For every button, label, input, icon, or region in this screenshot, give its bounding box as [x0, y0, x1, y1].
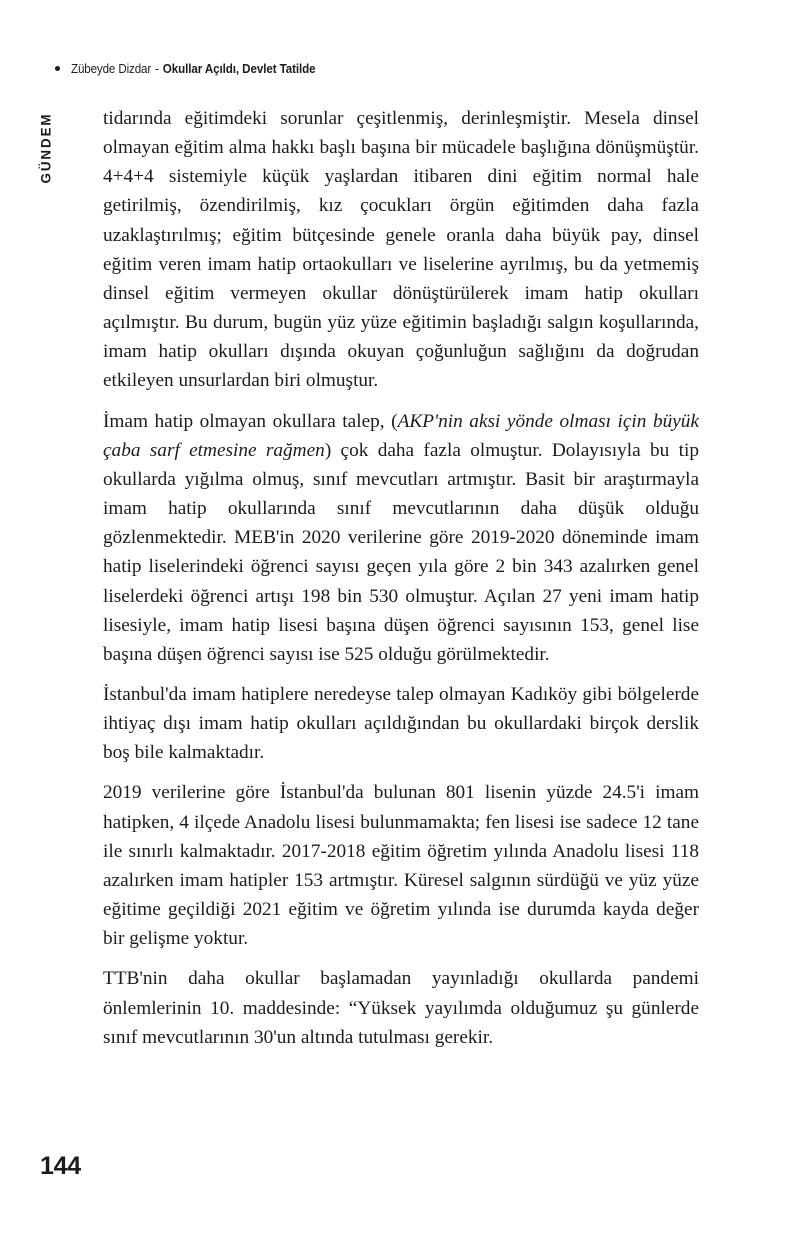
body-paragraph [103, 680, 699, 767]
body-text-column [103, 104, 699, 1052]
header-separator: - [155, 61, 159, 76]
body-paragraph [103, 104, 699, 396]
running-header-text [71, 61, 316, 76]
text-run: 2019 verilerine göre İstanbul'da bulunan 801 lisenin yüzde 24.5'i imam hatipken, 4 ilçede Anadolu lisesi bulunmamakta; fen lisesi ise sadece 12 tane ile sınırlı kalmaktadır. 2017-2018 eğitim öğretim yılında Anadolu lisesi 118 azalırken imam hatipler 153 artmıştır. Küresel salgının sürdüğü ve yüz yüze eğitime geçildiği 2021 eğitim ve öğretim yılında ise durumda kayda değer bir gelişme yoktur. [103, 782, 699, 950]
text-run: İstanbul'da imam hatiplere neredeyse talep olmayan Kadıköy gibi bölgelerde ihtiyaç dışı imam hatip okulları açıldığından bu okullardaki birçok derslik boş bile kalmaktadır. [103, 683, 699, 764]
bullet-dot-icon [55, 66, 60, 71]
text-run: İmam hatip olmayan okullara talep, ( [103, 410, 398, 432]
text-run: ) çok daha fazla olmuştur. Dolayısıyla bu tip okullarda yığılma olmuş, sınıf mevcutları artmıştır. Basit bir araştırmayla imam hatip okullarında sınıf mevcutlarının daha düşük olduğu gözlenmektedir. MEB'in 2020 verilerine göre 2019-2020 döneminde imam hatip liselerindeki öğrenci sayısı geçen yıla göre 2 bin 343 azalırken genel liselerdeki öğrenci artışı 198 bin 530 olmuştur. Açılan 27 yeni imam hatip lisesiyle, imam hatip lisesi başına düşen öğrenci sayısının 153, genel lise başına düşen öğrenci sayısı ise 525 olduğu görülmektedir. [103, 439, 699, 665]
body-paragraph [103, 407, 699, 669]
text-run: tidarında eğitimdeki sorunlar çeşitlenmiş, derinleşmiştir. Mesela dinsel olmayan eğitim alma hakkı başlı başına bir mücadele başlığına dönüşmüştür. 4+4+4 sistemiyle küçük yaşlardan itibaren dini eğitim normal hale getirilmiş, özendirilmiş, kız çocukları örgün eğitimden daha fazla uzaklaştırılmış; eğitim bütçesinde genele oranla daha büyük pay, dinsel eğitim veren imam hatip ortaokulları ve liselerine ayrılmış, bu da yetmemiş dinsel eğitim vermeyen okullar dönüştürülerek imam hatip okulları açılmıştır. Bu durum, bugün yüz yüze eğitimin başladığı salgın koşullarında, imam hatip okulları dışında okuyan çoğunluğun sağlığını da doğrudan etkileyen unsurlardan biri olmuştur. [103, 108, 699, 392]
italic-text-run: AKP'nin aksi yönde olması için büyük çaba sarf etmesine rağmen [103, 410, 699, 461]
text-run: TTB'nin daha okullar başlamadan yayınladığı okullarda pandemi önlemlerinin 10. maddesinde: “Yüksek yayılımda olduğumuz şu günlerde sınıf mevcutlarının 30'un altında tutulması gerekir. [103, 968, 699, 1048]
running-header [55, 61, 349, 76]
header-article-title: Okullar Açıldı, Devlet Tatilde [162, 61, 316, 76]
body-paragraph [103, 778, 699, 953]
section-tab-label: GÜNDEM [38, 112, 54, 184]
page-number: 144 [40, 1152, 81, 1180]
header-author: Zübeyde Dizdar [71, 61, 152, 76]
section-tab [33, 93, 59, 203]
body-paragraph [103, 964, 699, 1051]
